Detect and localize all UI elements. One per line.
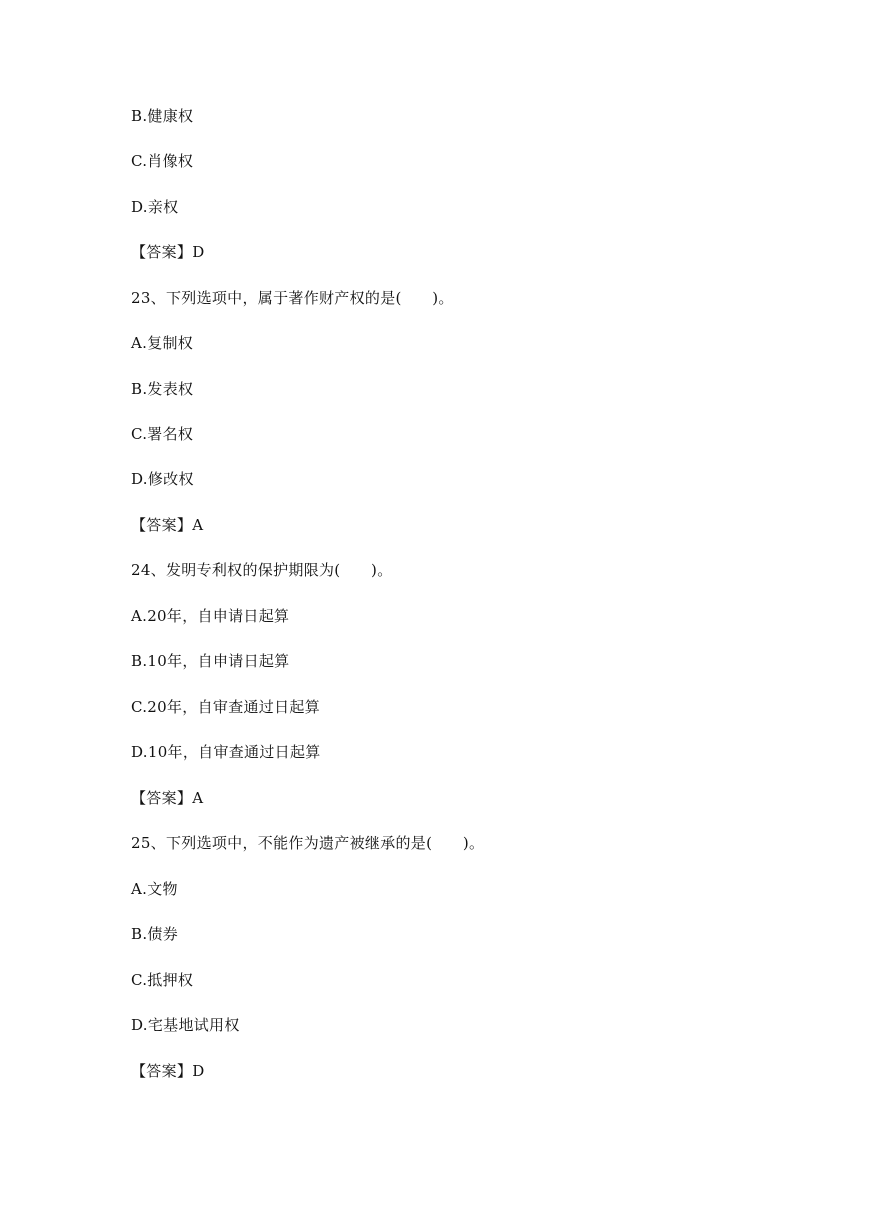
option-d-q25: D.宅基地试用权 — [131, 1016, 240, 1034]
option-b-q22: B.健康权 — [131, 107, 194, 125]
option-d-q23: D.修改权 — [131, 470, 194, 488]
answer-q25: 【答案】D — [131, 1062, 205, 1080]
answer-q23: 【答案】A — [131, 516, 204, 534]
option-a-q25: A.文物 — [131, 880, 178, 898]
option-a-q23: A.复制权 — [131, 334, 194, 352]
option-b-q25: B.债券 — [131, 925, 178, 943]
question-23: 23、下列选项中，属于著作财产权的是( )。 — [131, 289, 454, 307]
option-c-q23: C.署名权 — [131, 425, 194, 443]
option-d-q24: D.10年，自审查通过日起算 — [131, 743, 321, 761]
question-24: 24、发明专利权的保护期限为( )。 — [131, 561, 393, 579]
answer-q22: 【答案】D — [131, 243, 205, 261]
option-b-q23: B.发表权 — [131, 380, 194, 398]
option-c-q24: C.20年，自审查通过日起算 — [131, 698, 320, 716]
question-25: 25、下列选项中，不能作为遗产被继承的是( )。 — [131, 834, 485, 852]
option-c-q22: C.肖像权 — [131, 152, 194, 170]
answer-q24: 【答案】A — [131, 789, 204, 807]
option-c-q25: C.抵押权 — [131, 971, 194, 989]
option-d-q22: D.亲权 — [131, 198, 179, 216]
option-b-q24: B.10年，自申请日起算 — [131, 652, 290, 670]
option-a-q24: A.20年，自申请日起算 — [131, 607, 290, 625]
